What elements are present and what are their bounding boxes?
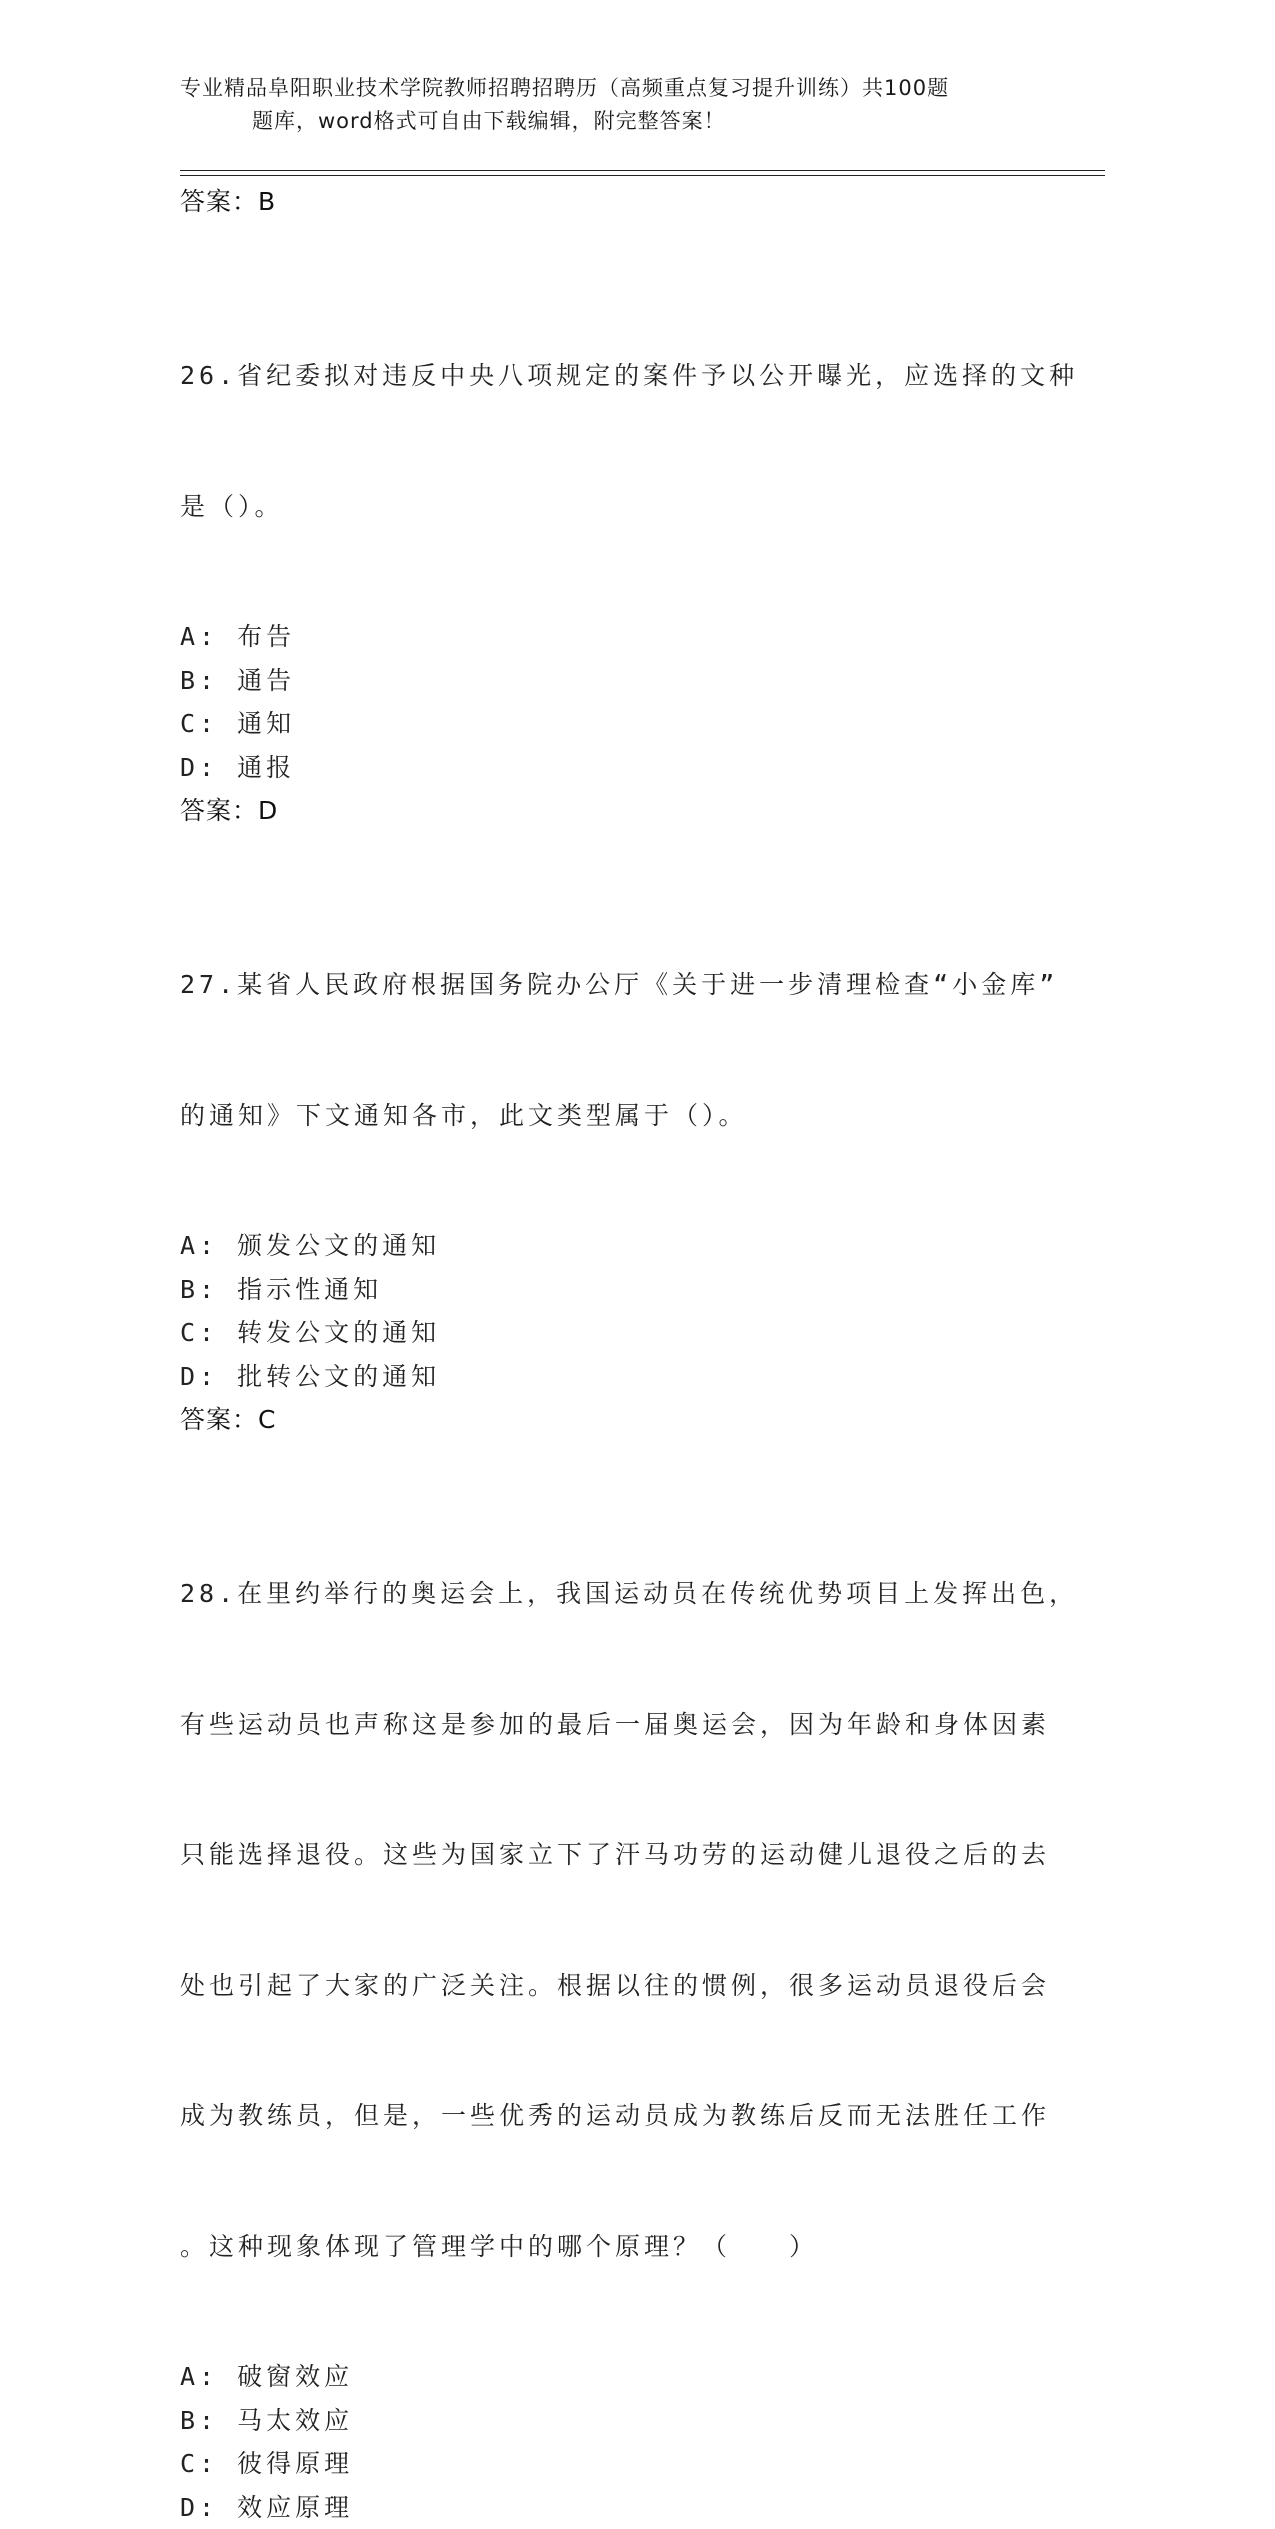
option-d: D: 通报: [180, 746, 1040, 790]
question-text-line: 26.省纪委拟对违反中央八项规定的案件予以公开曝光，应选择的文种: [180, 354, 1040, 398]
question-block: [180, 1485, 1040, 2529]
option-b: B: 马太效应: [180, 2399, 1040, 2443]
question-text-line: 的通知》下文通知各市，此文类型属于（）。: [180, 1094, 1040, 1138]
question-text-line: 27.某省人民政府根据国务院办公厅《关于进一步清理检查“小金库”: [180, 963, 1040, 1007]
question-text-line: 只能选择退役。这些为国家立下了汗马功劳的运动健儿退役之后的去: [180, 1833, 1040, 1877]
question-text-line: 28.在里约举行的奥运会上，我国运动员在传统优势项目上发挥出色，: [180, 1572, 1040, 1616]
question-text: [180, 267, 1040, 615]
question-text-line: 有些运动员也声称这是参加的最后一届奥运会，因为年龄和身体因素: [180, 1703, 1040, 1747]
header-rule-bottom: [180, 175, 1105, 176]
question-text-line: 是（）。: [180, 485, 1040, 529]
option-d: D: 效应原理: [180, 2486, 1040, 2529]
header-rule-top: [180, 170, 1105, 171]
question-block: [180, 267, 1040, 833]
option-c: C: 通知: [180, 702, 1040, 746]
header-title-line2: 题库，word格式可自由下载编辑，附完整答案！: [180, 105, 1060, 138]
question-text-line: 成为教练员，但是，一些优秀的运动员成为教练后反而无法胜任工作: [180, 2094, 1040, 2138]
option-c: C: 转发公文的通知: [180, 1311, 1040, 1355]
header-title-line1: 专业精品阜阳职业技术学院教师招聘招聘历（高频重点复习提升训练）共100题: [180, 72, 1060, 105]
question-text-line: 。这种现象体现了管理学中的哪个原理？（ ）: [180, 2225, 1040, 2269]
question-text-line: 处也引起了大家的广泛关注。根据以往的惯例，很多运动员退役后会: [180, 1964, 1040, 2008]
option-a: A: 颁发公文的通知: [180, 1224, 1040, 1268]
document-body: [180, 180, 1040, 2529]
question-text: [180, 1485, 1040, 2355]
question-text: [180, 876, 1040, 1224]
option-b: B: 通告: [180, 659, 1040, 703]
answer-line: 答案：B: [180, 180, 1040, 224]
answer-line: 答案：D: [180, 789, 1040, 833]
page-header: [180, 72, 1060, 138]
answer-line: 答案：C: [180, 1398, 1040, 1442]
option-a: A: 布告: [180, 615, 1040, 659]
option-c: C: 彼得原理: [180, 2442, 1040, 2486]
option-b: B: 指示性通知: [180, 1268, 1040, 1312]
option-d: D: 批转公文的通知: [180, 1355, 1040, 1399]
question-block: [180, 876, 1040, 1442]
option-a: A: 破窗效应: [180, 2355, 1040, 2399]
